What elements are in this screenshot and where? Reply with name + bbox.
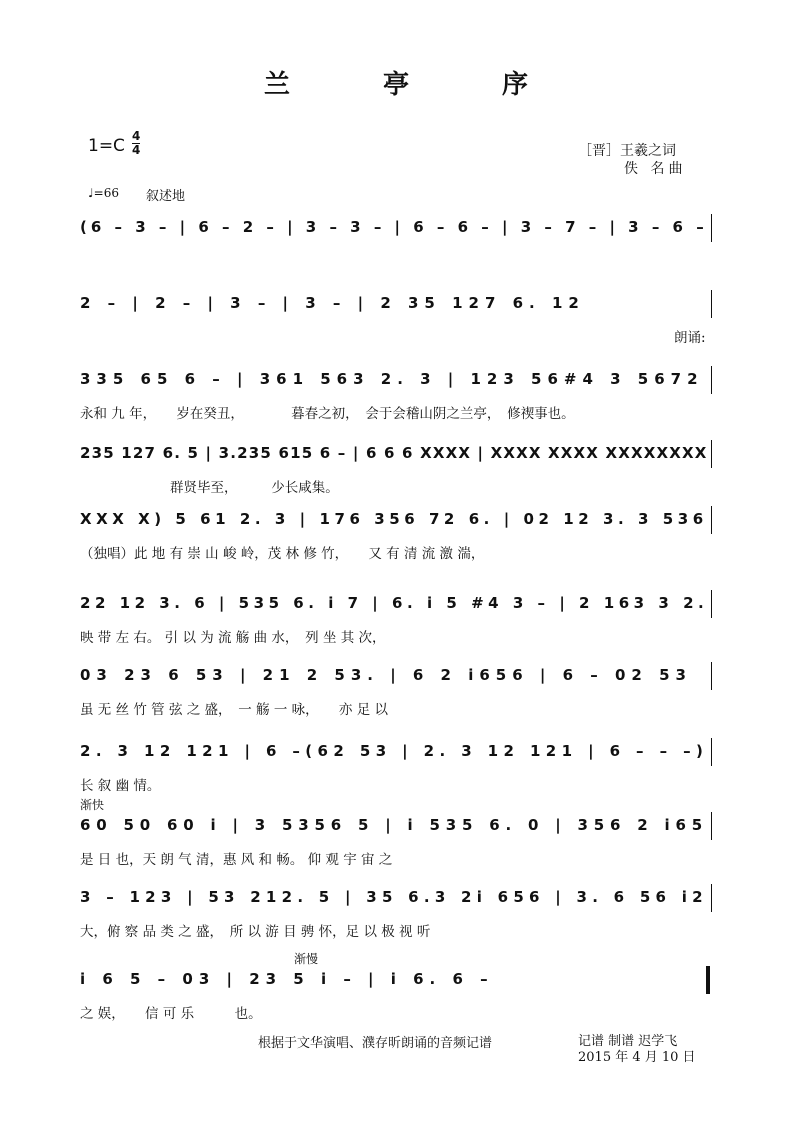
lyrics-row: [80, 542, 712, 562]
notes-row: [80, 884, 712, 912]
barline: [711, 590, 712, 618]
lyrics-row: [80, 250, 712, 270]
accelerando-marking: 渐快: [80, 798, 105, 812]
barline: [711, 290, 712, 318]
final-barline: [706, 966, 710, 994]
time-signature: [132, 130, 140, 157]
notes-text: 22 12 3. 6 | 535 6. i 7 | 6. i 5 #4 3 – | 2 163 3 2.: [80, 594, 709, 612]
meter-top: 4: [132, 129, 141, 143]
notes-row: [80, 738, 712, 766]
tempo-marking: ♩=66: [88, 186, 119, 200]
notes-text: XXX X) 5 61 2. 3 | 176 356 72 6. | 02 12 3. 3 536: [80, 510, 708, 528]
lyrics-row: [80, 774, 712, 794]
lyricist-credit: ［晋］王羲之词: [578, 143, 676, 159]
barline: [711, 366, 712, 394]
lyrics-row: [80, 698, 712, 718]
notes-text: 3 – 123 | 53 212. 5 | 35 6.3 2i 656 | 3. 6 56 i2: [80, 888, 708, 906]
lyrics-text: 之 娱， 信 可 乐 也。: [80, 1006, 262, 1022]
barline: [711, 440, 712, 468]
lyrics-row: [80, 476, 712, 496]
barline: [711, 506, 712, 534]
expression-marking: 叙述地: [146, 189, 186, 204]
notes-text: 60 50 60 i | 3 5356 5 | i 535 6. 0 | 356 2 i65: [80, 816, 708, 834]
lyrics-text: 是 日 也，天 朗 气 清，惠 风 和 畅。 仰 观 宇 宙 之: [80, 852, 393, 868]
notes-row: [80, 812, 712, 840]
notes-row: [80, 290, 712, 318]
lyrics-row: [80, 848, 712, 868]
barline: [711, 812, 712, 840]
page-title: 兰 亭 序: [263, 70, 571, 100]
date-credit: 2015 年 4 月 10 日: [578, 1050, 696, 1065]
lyrics-row: [80, 626, 712, 646]
barline: [711, 884, 712, 912]
barline: [711, 662, 712, 690]
notes-row: [80, 440, 712, 468]
barline: [711, 738, 712, 766]
lyrics-text: 永和 九 年， 岁在癸丑， 暮春之初， 会于会稽山阴之兰亭， 修禊事也。: [80, 406, 575, 422]
lyrics-text: 群贤毕至， 少长咸集。: [170, 480, 339, 496]
lyrics-text: 虽 无 丝 竹 管 弦 之 盛， 一 觞 一 咏， 亦 足 以: [80, 702, 388, 718]
key-signature: 1=C: [88, 136, 125, 156]
editor-credit: 记谱 制谱 迟学飞: [578, 1034, 678, 1049]
notes-row: [80, 366, 712, 394]
lyrics-text: 大，俯 察 品 类 之 盛， 所 以 游 目 骋 怀，足 以 极 视 听: [80, 924, 431, 940]
notes-row: [80, 662, 712, 690]
notes-text: (6 – 3 – | 6 – 2 – | 3 – 3 – | 6 – 6 – | 3 – 7 – | 3 – 6 –: [80, 218, 708, 236]
notes-row: [80, 590, 712, 618]
lyrics-text: 长 叙 幽 情。: [80, 778, 161, 794]
notes-row: [80, 966, 712, 994]
notes-text: 235 127 6. 5 | 3.235 615 6 – | 6 6 6 XXXX | XXXX XXXX XXXXXXXX: [80, 444, 708, 462]
lyrics-row: [80, 920, 712, 940]
source-note: 根据于文华演唱、濮存昕朗诵的音频记谱: [258, 1036, 493, 1051]
composer-credit: 佚 名曲: [624, 161, 687, 177]
lyrics-row: [80, 402, 712, 422]
lyrics-row: [80, 1002, 712, 1022]
barline: [711, 214, 712, 242]
lyrics-row: [80, 326, 712, 346]
notes-text: 2. 3 12 121 | 6 –(62 53 | 2. 3 12 121 | 6 – – –): [80, 742, 709, 760]
ritardando-marking: 渐慢: [294, 952, 319, 966]
notes-text: 335 65 6 – | 361 563 2. 3 | 123 56#4 3 5672: [80, 370, 704, 388]
notes-row: [80, 214, 712, 242]
notes-row: [80, 506, 712, 534]
notes-text: 2 – | 2 – | 3 – | 3 – | 2 35 127 6. 12: [80, 294, 585, 312]
lyrics-text: （独唱）此 地 有 崇 山 峻 岭，茂 林 修 竹， 又 有 清 流 激 湍，: [80, 546, 485, 562]
notes-text: i 6 5 – 03 | 23 5 i – | i 6. 6 –: [80, 970, 494, 988]
lyrics-text: 朗诵:: [674, 330, 706, 346]
meter-bottom: 4: [132, 143, 141, 157]
lyrics-text: 映 带 左 右。 引 以 为 流 觞 曲 水， 列 坐 其 次，: [80, 630, 386, 646]
notes-text: 03 23 6 53 | 21 2 53. | 6 2 i656 | 6 – 02 53: [80, 666, 692, 684]
